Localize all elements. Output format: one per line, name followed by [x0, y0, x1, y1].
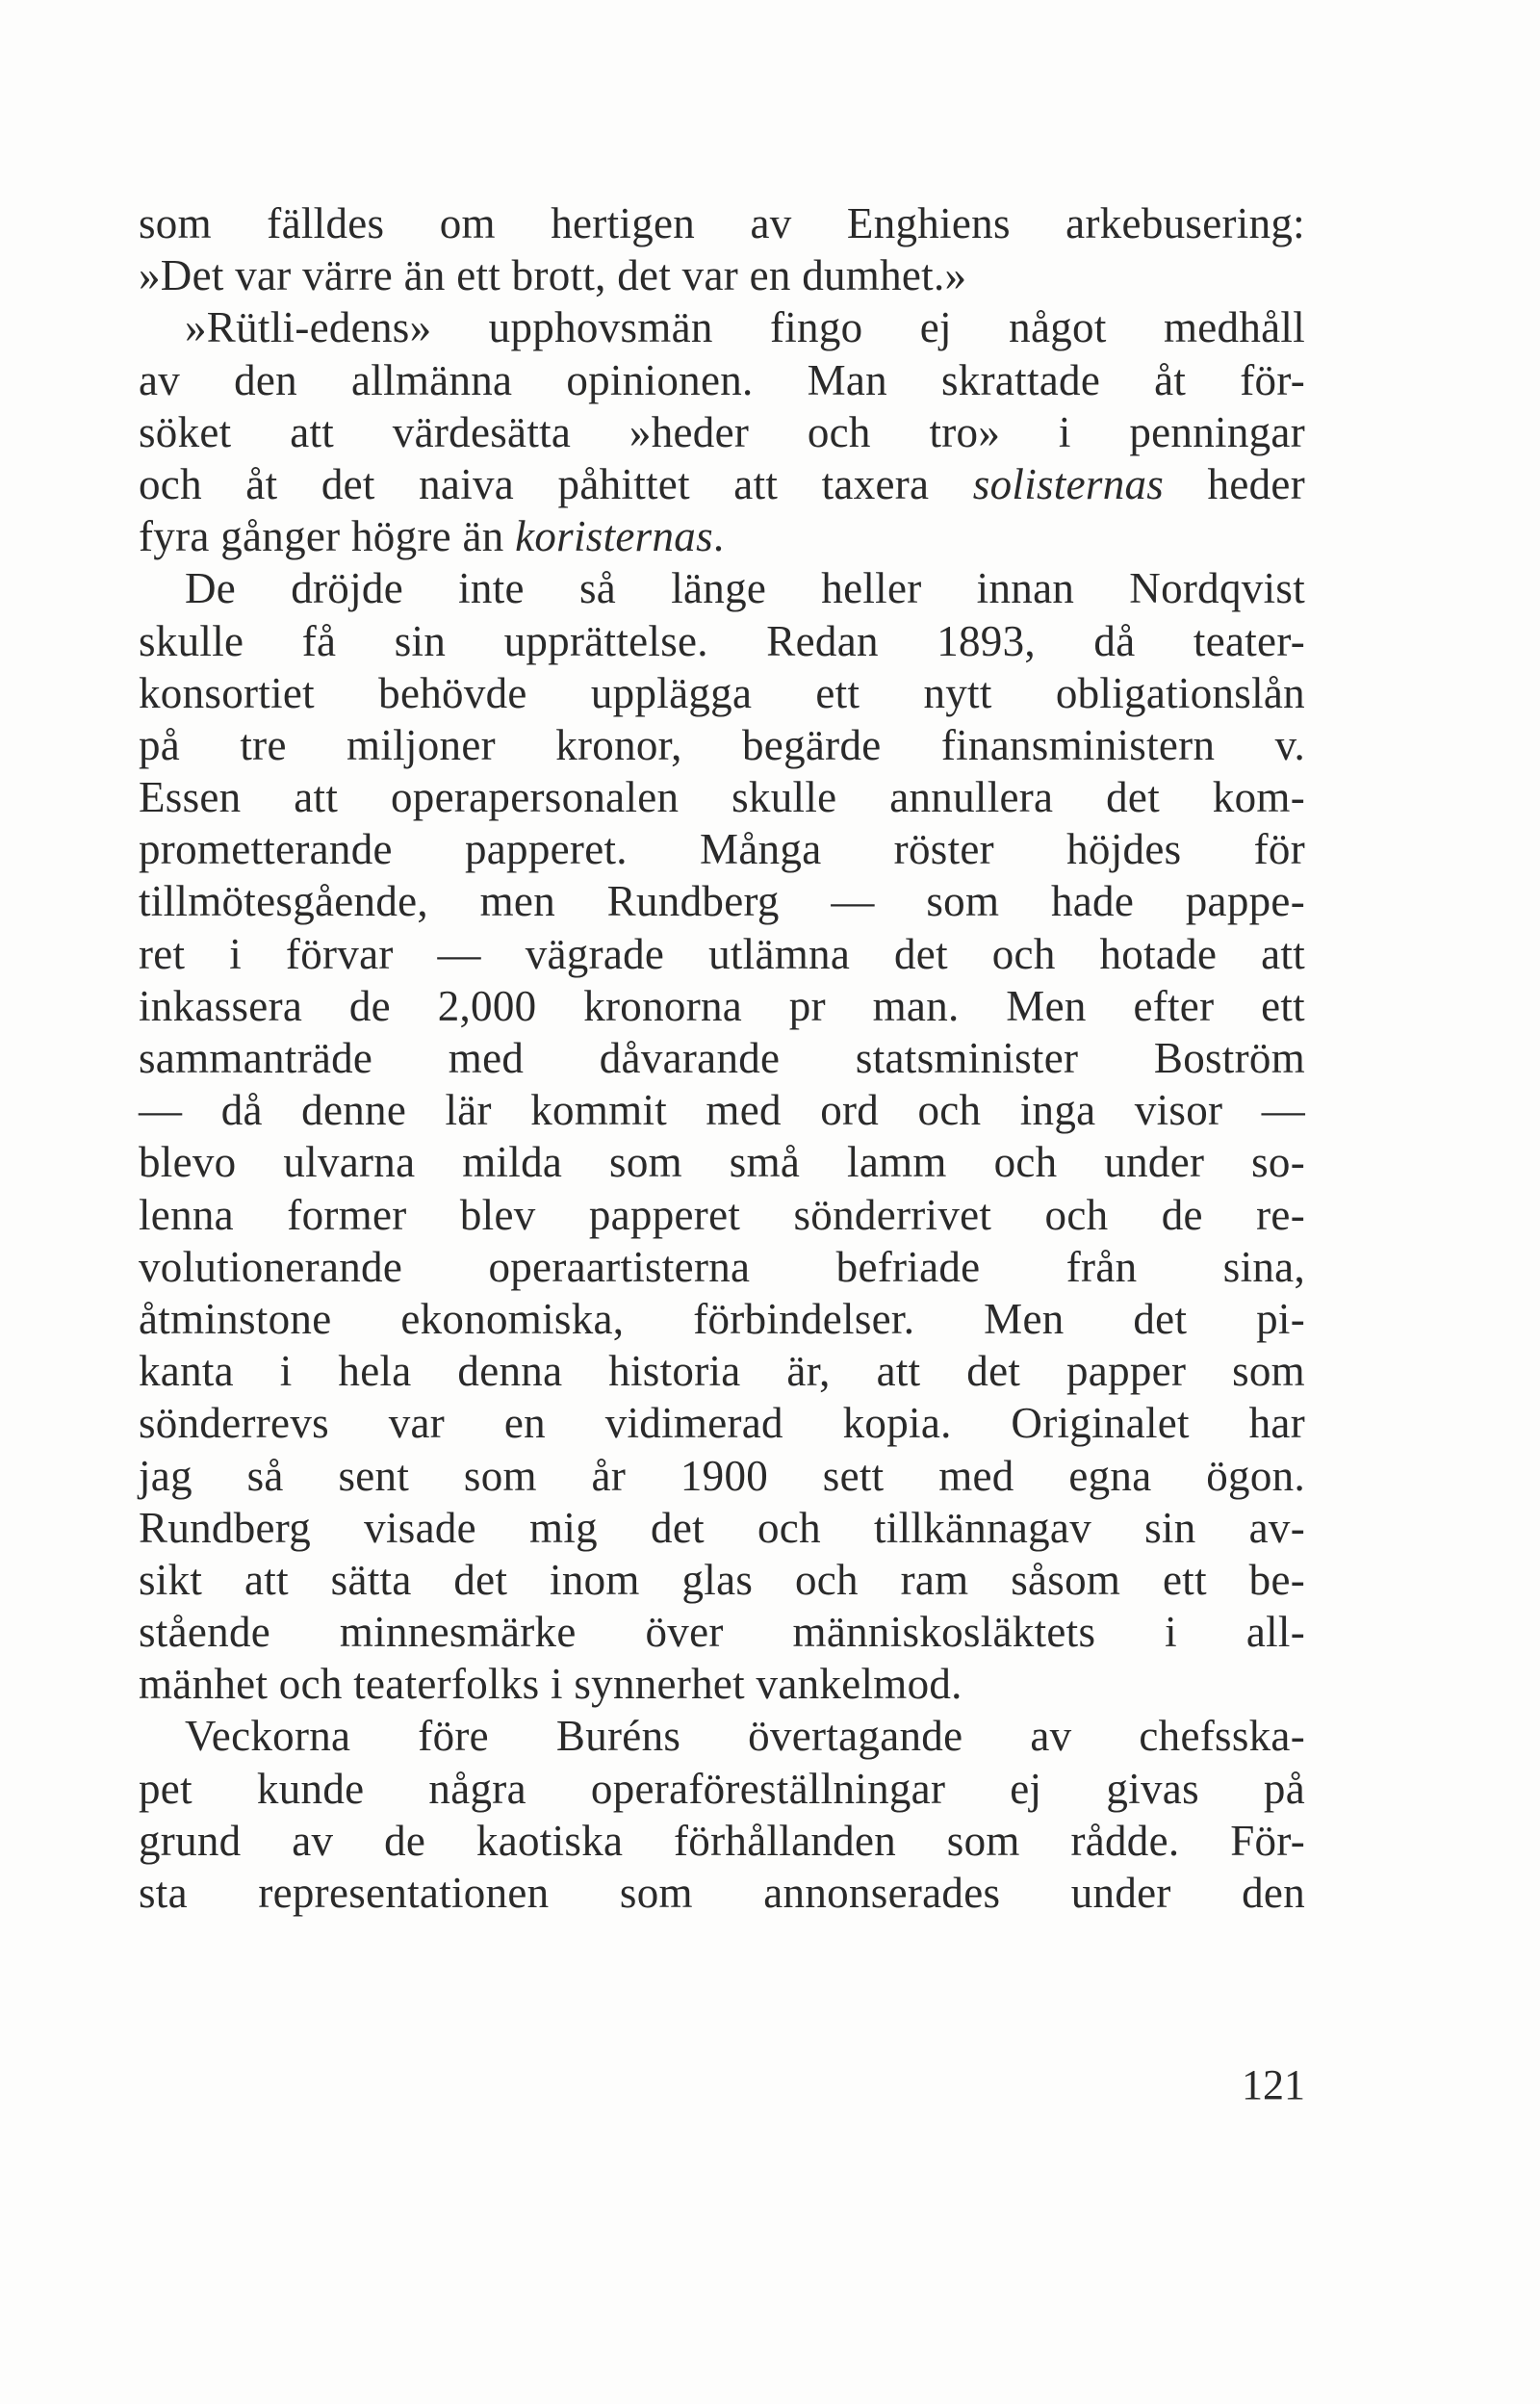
text-line: Rundberg visade mig det och tillkännagav sin av- — [139, 1503, 1305, 1552]
text-line: kanta i hela denna historia är, att det papper som — [139, 1347, 1305, 1396]
text-line: sta representationen som annonserades under den — [139, 1869, 1305, 1917]
text-line: grund av de kaotiska förhållanden som rådde. För- — [139, 1816, 1305, 1865]
text-segment: heder — [1164, 459, 1305, 508]
text-line: stående minnesmärke över människosläktets i all- — [139, 1608, 1305, 1657]
text-line: prometterande papperet. Många röster höjdes för — [139, 825, 1305, 874]
text-line: »Det var värre än ett brott, det var en dumhet.» — [139, 251, 967, 300]
text-line: blevo ulvarna milda som små lamm och under so- — [139, 1138, 1305, 1187]
text-line: Essen att operapersonalen skulle annullera det kom- — [139, 773, 1305, 822]
text-line: mänhet och teaterfolks i synnerhet vankelmod. — [139, 1660, 962, 1709]
text-line: inkassera de 2,000 kronorna pr man. Men efter ett — [139, 981, 1305, 1030]
text-line: av den allmänna opinionen. Man skrattade åt för- — [139, 355, 1305, 404]
text-line: som fälldes om hertigen av Enghiens arkebusering: — [139, 199, 1305, 247]
text-line: ret i förvar — vägrade utlämna det och hotade att — [139, 929, 1305, 978]
text-segment: fyra gånger högre än — [139, 512, 516, 561]
body-text — [139, 197, 1305, 1919]
text-line: sikt att sätta det inom glas och ram såsom ett be- — [139, 1555, 1305, 1604]
italic-text: solisternas — [972, 459, 1165, 508]
page-number: 121 — [1242, 2061, 1305, 2108]
text-line: söket att värdesätta »heder och tro» i penningar — [139, 407, 1305, 456]
text-line: »Rütli-edens» upphovsmän fingo ej något medhåll — [185, 303, 1305, 352]
text-line: åtminstone ekonomiska, förbindelser. Men det pi- — [139, 1294, 1305, 1343]
text-line: pet kunde några operaföreställningar ej givas på — [139, 1764, 1305, 1813]
text-line: konsortiet behövde upplägga ett nytt obligationslån — [139, 668, 1305, 717]
text-line: — då denne lär kommit med ord och inga visor — — [139, 1086, 1305, 1135]
text-line: Veckorna före Buréns övertagande av chefsska- — [185, 1712, 1305, 1761]
text-line: jag så sent som år 1900 sett med egna ögon. — [139, 1451, 1305, 1500]
text-line — [139, 510, 1305, 562]
text-line — [139, 458, 1305, 510]
text-line: sönderrevs var en vidimerad kopia. Originalet har — [139, 1399, 1305, 1448]
italic-text: koristernas — [515, 512, 713, 561]
text-line: skulle få sin upprättelse. Redan 1893, då teater- — [139, 616, 1305, 665]
text-line: tillmötesgående, men Rundberg — som hade pappe- — [139, 877, 1305, 926]
text-line: volutionerande operaartisterna befriade från sina, — [139, 1242, 1305, 1291]
text-line: på tre miljoner kronor, begärde finansministern v. — [139, 720, 1305, 769]
text-line: lenna former blev papperet sönderrivet och de re- — [139, 1190, 1305, 1239]
text-segment: . — [712, 512, 725, 561]
text-line: sammanträde med dåvarande statsminister Boström — [139, 1034, 1305, 1082]
text-segment: och åt det naiva påhittet att taxera — [139, 459, 973, 508]
text-line: De dröjde inte så länge heller innan Nordqvist — [185, 564, 1305, 613]
